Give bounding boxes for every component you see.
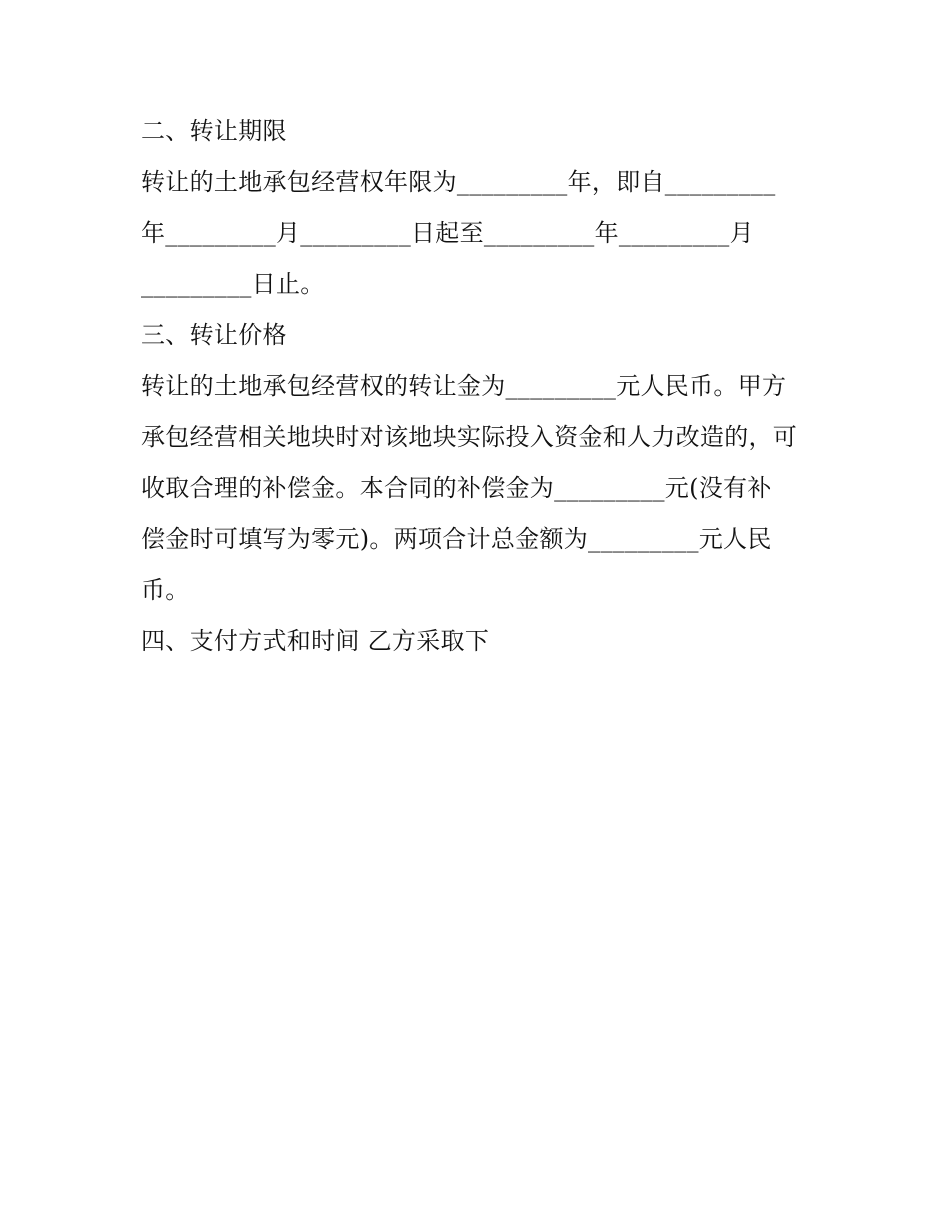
paragraph-line: 承包经营相关地块时对该地块实际投入资金和人力改造的，可 xyxy=(141,423,798,451)
section-heading-payment-method: 四、支付方式和时间 乙方采取下 xyxy=(141,627,490,655)
paragraph-line: 转让的土地承包经营权的转让金为_________元人民币。甲方 xyxy=(141,372,787,400)
paragraph-line: 偿金时可填写为零元)。两项合计总金额为_________元人民 xyxy=(141,525,772,553)
paragraph-line: 年_________月_________日起至_________年_________月 xyxy=(141,219,754,247)
section-heading-transfer-price: 三、转让价格 xyxy=(141,321,287,349)
paragraph-line: _________日止。 xyxy=(141,270,325,298)
paragraph-line: 币。 xyxy=(141,576,190,604)
paragraph-line: 收取合理的补偿金。本合同的补偿金为_________元(没有补 xyxy=(141,474,772,502)
document-body xyxy=(141,106,821,667)
section-heading-transfer-term: 二、转让期限 xyxy=(141,117,287,145)
paragraph-line: 转让的土地承包经营权年限为_________年，即自_________ xyxy=(141,168,776,196)
